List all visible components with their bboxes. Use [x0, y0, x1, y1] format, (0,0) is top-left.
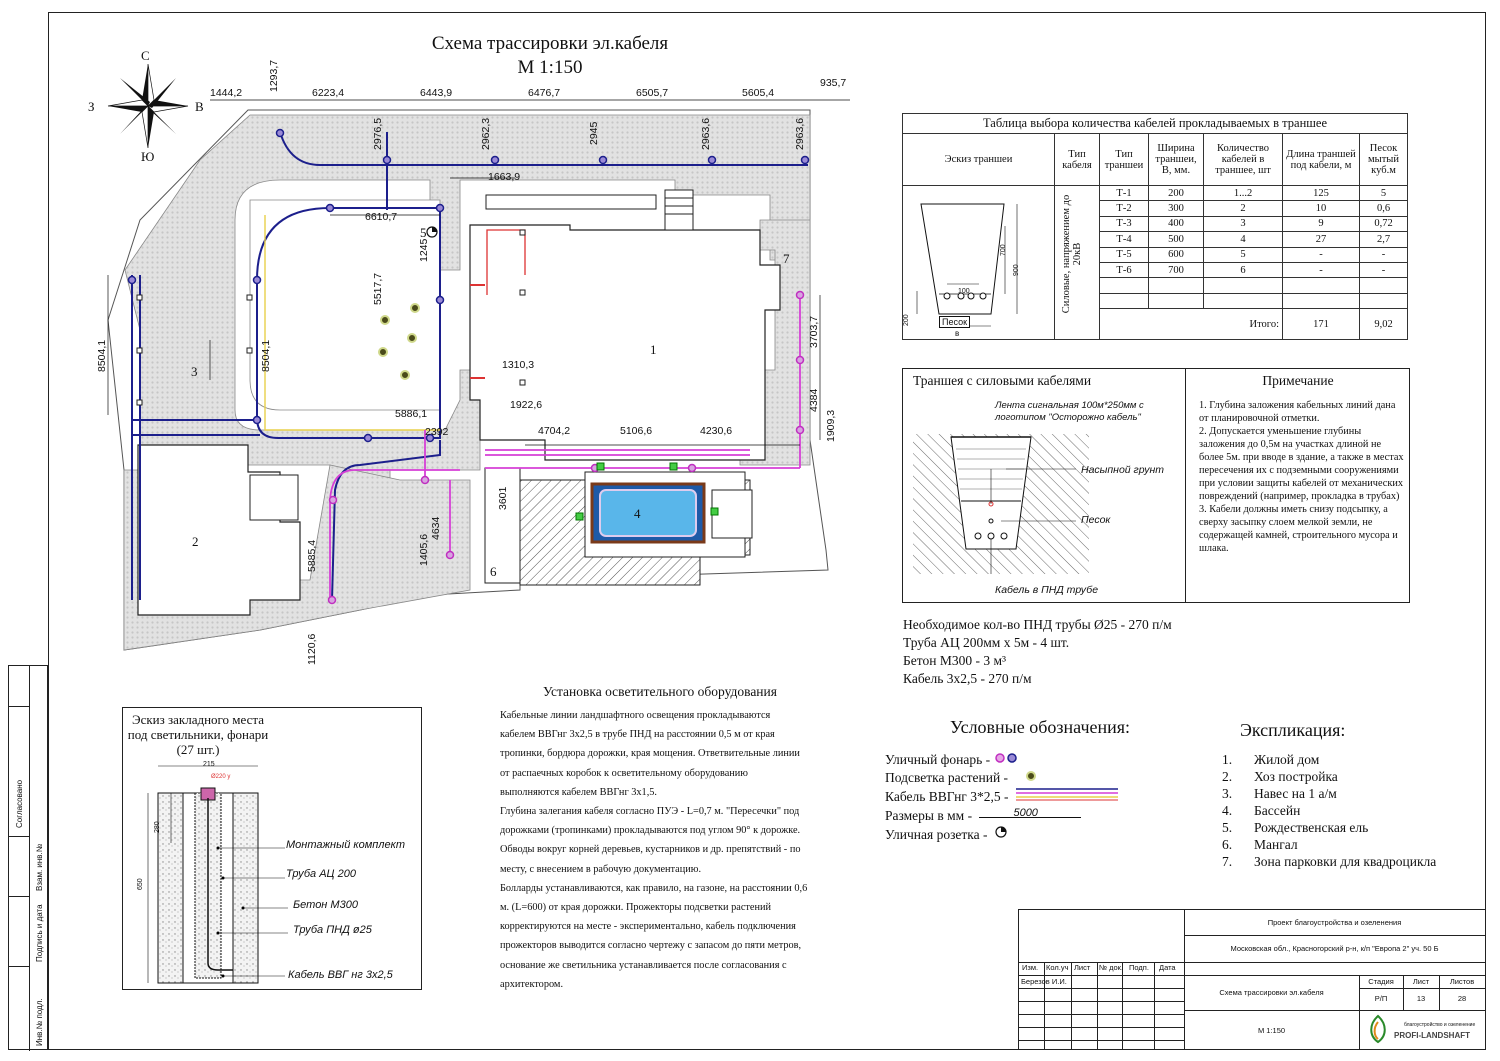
- stamp-sheets: 28: [1457, 994, 1467, 1003]
- strip-replace: Взам. инв.№: [35, 843, 44, 891]
- row2-length: 9: [1283, 216, 1360, 231]
- th-trench-type: Тип траншеи: [1100, 134, 1149, 186]
- dim-top-4: 6505,7: [636, 87, 669, 99]
- row2-count: 3: [1204, 216, 1283, 231]
- cable-table-title: Таблица выбора количества кабелей прокладываемых в траншее: [903, 114, 1408, 134]
- sketch-100: 100: [958, 288, 970, 295]
- row5-width: 700: [1149, 262, 1204, 277]
- dim-top-1: 6223,4: [312, 87, 345, 99]
- row3-count: 4: [1204, 232, 1283, 247]
- install-title: Установка осветительного оборудования: [543, 684, 777, 699]
- dim-3601: 3601: [497, 486, 509, 510]
- row4-count: 5: [1204, 247, 1283, 262]
- total-sand: 9,02: [1360, 309, 1408, 340]
- plan-label-6: 6: [490, 564, 497, 579]
- row4-sand: -: [1360, 247, 1408, 262]
- dim-8504b: 8504,1: [260, 339, 272, 372]
- row1-length: 10: [1283, 201, 1360, 216]
- material-1: Необходимое кол-во ПНД трубы Ø25 - 270 п/м: [903, 617, 1172, 632]
- lamp-sketch-title: Эскиз закладного места под светильники, фонари (27 шт.): [127, 712, 269, 757]
- th-width: Ширина траншеи, В, мм.: [1149, 134, 1204, 186]
- dim-vert-1: 2962,3: [480, 117, 492, 150]
- row3-length: 27: [1283, 232, 1360, 247]
- legend-dimension: Размеры в мм - 5000: [885, 806, 1122, 825]
- stamp-sheet: 13: [1416, 994, 1426, 1003]
- logo-icon: [1367, 1014, 1389, 1044]
- plan-label-1: 1: [650, 342, 657, 357]
- legend-dim-sample: 5000: [1013, 807, 1038, 819]
- dim-vert-2: 2945: [588, 121, 600, 145]
- strip-sign: Подпись и дата: [35, 904, 44, 962]
- stamp-col-kol: Кол.уч: [1046, 963, 1069, 972]
- dim-1120: 1120,6: [306, 633, 318, 665]
- legend-title: Условные обозначения:: [950, 717, 1131, 737]
- dim-1245: 1245: [418, 238, 430, 262]
- row5-count: 6: [1204, 262, 1283, 277]
- dim-2392: 2392: [425, 426, 449, 438]
- dim-top-6: 935,7: [820, 77, 847, 89]
- legend-cable: Кабель ВВГнг 3*2,5 -: [885, 787, 1122, 806]
- row5-sand: -: [1360, 262, 1408, 277]
- row2-width: 400: [1149, 216, 1204, 231]
- stamp-sheets-label: Листов: [1449, 977, 1475, 986]
- plan-label-5: 5: [420, 225, 427, 240]
- dim-top-2: 6443,9: [420, 87, 453, 99]
- stamp-stage: Р/П: [1374, 994, 1388, 1003]
- legend-outlet: Уличная розетка -: [885, 825, 1122, 844]
- trench-fill: Насыпной грунт: [1081, 464, 1164, 476]
- page-title: Схема трассировки эл.кабеля: [431, 33, 669, 54]
- compass-s: Ю: [141, 149, 155, 164]
- cable-type-text: Силовые, напряжением до 20кВ: [1061, 194, 1083, 314]
- legend-lamp: Уличный фонарь -: [885, 751, 1122, 769]
- materials: [903, 616, 1172, 688]
- trench-sketch: [903, 186, 1055, 340]
- row1-width: 300: [1149, 201, 1204, 216]
- plan-label-3: 3: [191, 364, 198, 379]
- dim-5106: 5106,6: [620, 425, 653, 437]
- row3-type: Т-4: [1100, 232, 1149, 247]
- stamp-stage-label: Стадия: [1368, 977, 1394, 986]
- binding-strip: [8, 665, 48, 1050]
- compass-n: С: [141, 48, 150, 63]
- dim-vert-0: 2976,5: [372, 117, 384, 150]
- row4-length: -: [1283, 247, 1360, 262]
- trench-note-box: [902, 368, 1410, 603]
- dim-vert-3: 2963,6: [700, 117, 712, 150]
- stamp-sheet-title: Схема трассировки эл.кабеля: [1219, 988, 1324, 997]
- dim-5885: 5885,4: [306, 539, 318, 572]
- stamp-col-izm: Изм.: [1022, 963, 1039, 972]
- th-cable-type: Тип кабеля: [1055, 134, 1100, 186]
- plant-light-icon: [1011, 770, 1041, 782]
- th-length: Длина траншей под кабели, м: [1283, 134, 1360, 186]
- dim-top-3: 6476,7: [528, 87, 561, 99]
- dim-vert-4: 2963,6: [794, 117, 806, 150]
- stamp-author: Березов И.И.: [1021, 977, 1067, 986]
- th-sketch: Эскиз траншеи: [903, 134, 1055, 186]
- sketch-700: 700: [1000, 244, 1007, 256]
- dim-top-0: 1444,2: [210, 87, 243, 99]
- stamp-project: Проект благоустройства и озеленения: [1267, 918, 1402, 927]
- dim-4384: 4384: [808, 388, 820, 412]
- dim-5886: 5886,1: [395, 408, 428, 420]
- explication-item: 1. Жилой дом: [1222, 752, 1320, 767]
- note-item-1: 1. Глубина заложения кабельных линий дана от планировочной отметки.: [1199, 400, 1396, 424]
- lamp-label-concrete: Бетон М300: [293, 899, 358, 911]
- row0-type: Т-1: [1100, 186, 1149, 201]
- total-label: Итого:: [1100, 309, 1283, 340]
- stamp-logo-top: благоустройство и озеленение: [1404, 1022, 1476, 1028]
- note-item-2: 2. Допускается уменьшение глубины заложения до 0,5м на участках длиной не более 5м. при вводе в здание, а также в местах пересечения их с подземными сооружениями при условии защиты кабелей от механических повреждений (например, прокладка в трубах): [1199, 426, 1404, 502]
- row5-type: Т-6: [1100, 262, 1149, 277]
- dim-top-left-vertical: 1293,7: [268, 59, 280, 92]
- dim-1922: 1922,6: [510, 399, 543, 411]
- dim-4704: 4704,2: [538, 425, 571, 437]
- stamp-scale: М 1:150: [1257, 1026, 1286, 1035]
- note-title: Примечание: [1262, 373, 1334, 388]
- cable-lines-icon: [1012, 787, 1122, 801]
- lamp-dim-280: 280: [154, 821, 161, 833]
- row0-width: 200: [1149, 186, 1204, 201]
- dim-3703: 3703,7: [808, 315, 820, 348]
- lamp-base-sketch: [122, 707, 422, 990]
- trench-cable: Кабель в ПНД трубе: [995, 584, 1099, 596]
- cable-table: [902, 113, 1408, 340]
- dim-4230: 4230,6: [700, 425, 733, 437]
- lamp-label-pnd: Труба ПНД ø25: [293, 924, 372, 936]
- dim-1405: 1405,6: [418, 533, 430, 566]
- plan-label-7: 7: [783, 251, 790, 266]
- stamp-col-doc: № док.: [1099, 963, 1124, 972]
- stamp-sheet-label: Лист: [1412, 977, 1430, 986]
- row0-length: 125: [1283, 186, 1360, 201]
- trench-sand: Песок: [1081, 514, 1111, 526]
- legend: [885, 751, 1122, 844]
- row1-type: Т-2: [1100, 201, 1149, 216]
- lamp-dim-215: 215: [203, 761, 215, 768]
- row0-count: 1...2: [1204, 186, 1283, 201]
- dim-6610: 6610,7: [365, 211, 398, 223]
- explication-item: 2. Хоз постройка: [1222, 769, 1338, 784]
- outlet-icon: [991, 825, 1011, 839]
- trench-sketch-drawing: [909, 186, 1049, 336]
- trench-title: Траншея с силовыми кабелями: [913, 373, 1092, 388]
- row4-width: 600: [1149, 247, 1204, 262]
- stamp-col-list: Лист: [1074, 963, 1091, 972]
- th-sand: Песок мытый куб.м: [1360, 134, 1408, 186]
- install-text: Кабельные линии ландшафтного освещения прокладываются кабелем ВВГнг 3х2,5 в трубе ПНД на расстоянии 0,5 м от края тропинки, бордюра дорожки, края мощения. Ответвительные линии от распаечных коробок к осветительному оборудованию выполняются кабелем ВВГнг 3х1,5. Глубина залегания кабеля согласно ПУЭ - L=0,7 м. "Пересечки" под дорожками (тропинками) прокладываются под углом 90° к дорожке. Обводы вокруг корней деревьев, кустарников и др. препятствий - по месту, с внесением в рабочую документацию. Болларды устанавливаются, как правило, на газоне, на расстоянии 0,6 м. (L=600) от края дорожки. Прожекторы подсветки растений корректируются на месте - экспериментально, кабель подключения прожекторов выводится согласно чертежу с запасом до пяти метров, основание же светильника устанавливается после согласования с архитектором.: [500, 710, 808, 990]
- explication-item: 4. Бассейн: [1222, 803, 1301, 818]
- row2-type: Т-3: [1100, 216, 1149, 231]
- lamp-label-pipe: Труба АЦ 200: [286, 868, 356, 880]
- stamp-col-sign: Подп.: [1129, 963, 1149, 972]
- row1-count: 2: [1204, 201, 1283, 216]
- row5-length: -: [1283, 262, 1360, 277]
- dim-1310: 1310,3: [502, 359, 535, 371]
- compass-w: З: [88, 99, 95, 114]
- row4-type: Т-5: [1100, 247, 1149, 262]
- explication-item: 3. Навес на 1 а/м: [1222, 786, 1337, 801]
- dim-4634: 4634: [430, 516, 442, 540]
- sketch-sand: Песок: [939, 316, 970, 328]
- row2-sand: 0,72: [1360, 216, 1408, 231]
- trench-section: [911, 429, 1091, 579]
- material-3: Бетон М300 - 3 м³: [903, 653, 1007, 668]
- explication-item: 7. Зона парковки для квадроцикла: [1222, 854, 1437, 869]
- material-4: Кабель 3х2,5 - 270 п/м: [903, 671, 1032, 686]
- sketch-900: 900: [1013, 264, 1020, 276]
- lamp-label-kit: Монтажный комплект: [286, 839, 406, 851]
- stamp-address: Московская обл., Красногорский р-н, к/п "Европа 2" уч. 50 Б: [1230, 944, 1439, 953]
- title-block: [1018, 909, 1486, 1050]
- explication-item: 5. Рождественская ель: [1222, 820, 1369, 835]
- dim-5517: 5517,7: [372, 272, 384, 305]
- legend-plant-light: Подсветка растений -: [885, 769, 1122, 787]
- total-length: 171: [1283, 309, 1360, 340]
- explication-title: Экспликация:: [1240, 720, 1346, 740]
- row3-sand: 2,7: [1360, 232, 1408, 247]
- th-count: Количество кабелей в траншее, шт: [1204, 134, 1283, 186]
- dim-8504a: 8504,1: [96, 339, 108, 372]
- row3-width: 500: [1149, 232, 1204, 247]
- dim-1909: 1909,3: [825, 409, 837, 442]
- lamp-dim-650: 650: [137, 878, 144, 890]
- cable-type-cell: [1055, 186, 1100, 340]
- sketch-b: в: [955, 329, 960, 338]
- plan-label-4: 4: [634, 506, 641, 521]
- strip-agreed: Согласовано: [15, 779, 24, 828]
- strip-inv: Инв.№ подл.: [35, 998, 44, 1046]
- material-2: Труба АЦ 200мм х 5м - 4 шт.: [903, 635, 1070, 650]
- dim-top-5: 5605,4: [742, 87, 775, 99]
- lamp-icon: [994, 752, 1020, 764]
- trench-tape: Лента сигнальная 100м*250мм с логотипом "Осторожно кабель": [995, 400, 1144, 423]
- lamp-label-cable: Кабель ВВГ нг 3х2,5: [288, 969, 393, 981]
- lamp-dim-220: Ø220 у: [211, 774, 231, 780]
- site-plan: [100, 70, 870, 670]
- note-item-3: 3. Кабели должны иметь снизу подсыпку, а сверху засыпку слоем мелкой земли, не содержащей камней, строительного мусора и шлака.: [1199, 504, 1398, 554]
- stamp-col-date: Дата: [1159, 963, 1176, 972]
- dim-1663: 1663,9: [488, 171, 521, 183]
- compass-e: В: [195, 99, 204, 114]
- row0-sand: 5: [1360, 186, 1408, 201]
- plan-label-2: 2: [192, 534, 199, 549]
- page-scale: М 1:150: [517, 57, 583, 78]
- stamp-logo: PROFI-LANDSHAFT: [1394, 1031, 1470, 1040]
- lamp-leader-lines: [213, 843, 288, 983]
- row1-sand: 0,6: [1360, 201, 1408, 216]
- sketch-200: 200: [903, 314, 910, 326]
- explication-list: [1222, 751, 1436, 870]
- explication-item: 6. Мангал: [1222, 837, 1298, 852]
